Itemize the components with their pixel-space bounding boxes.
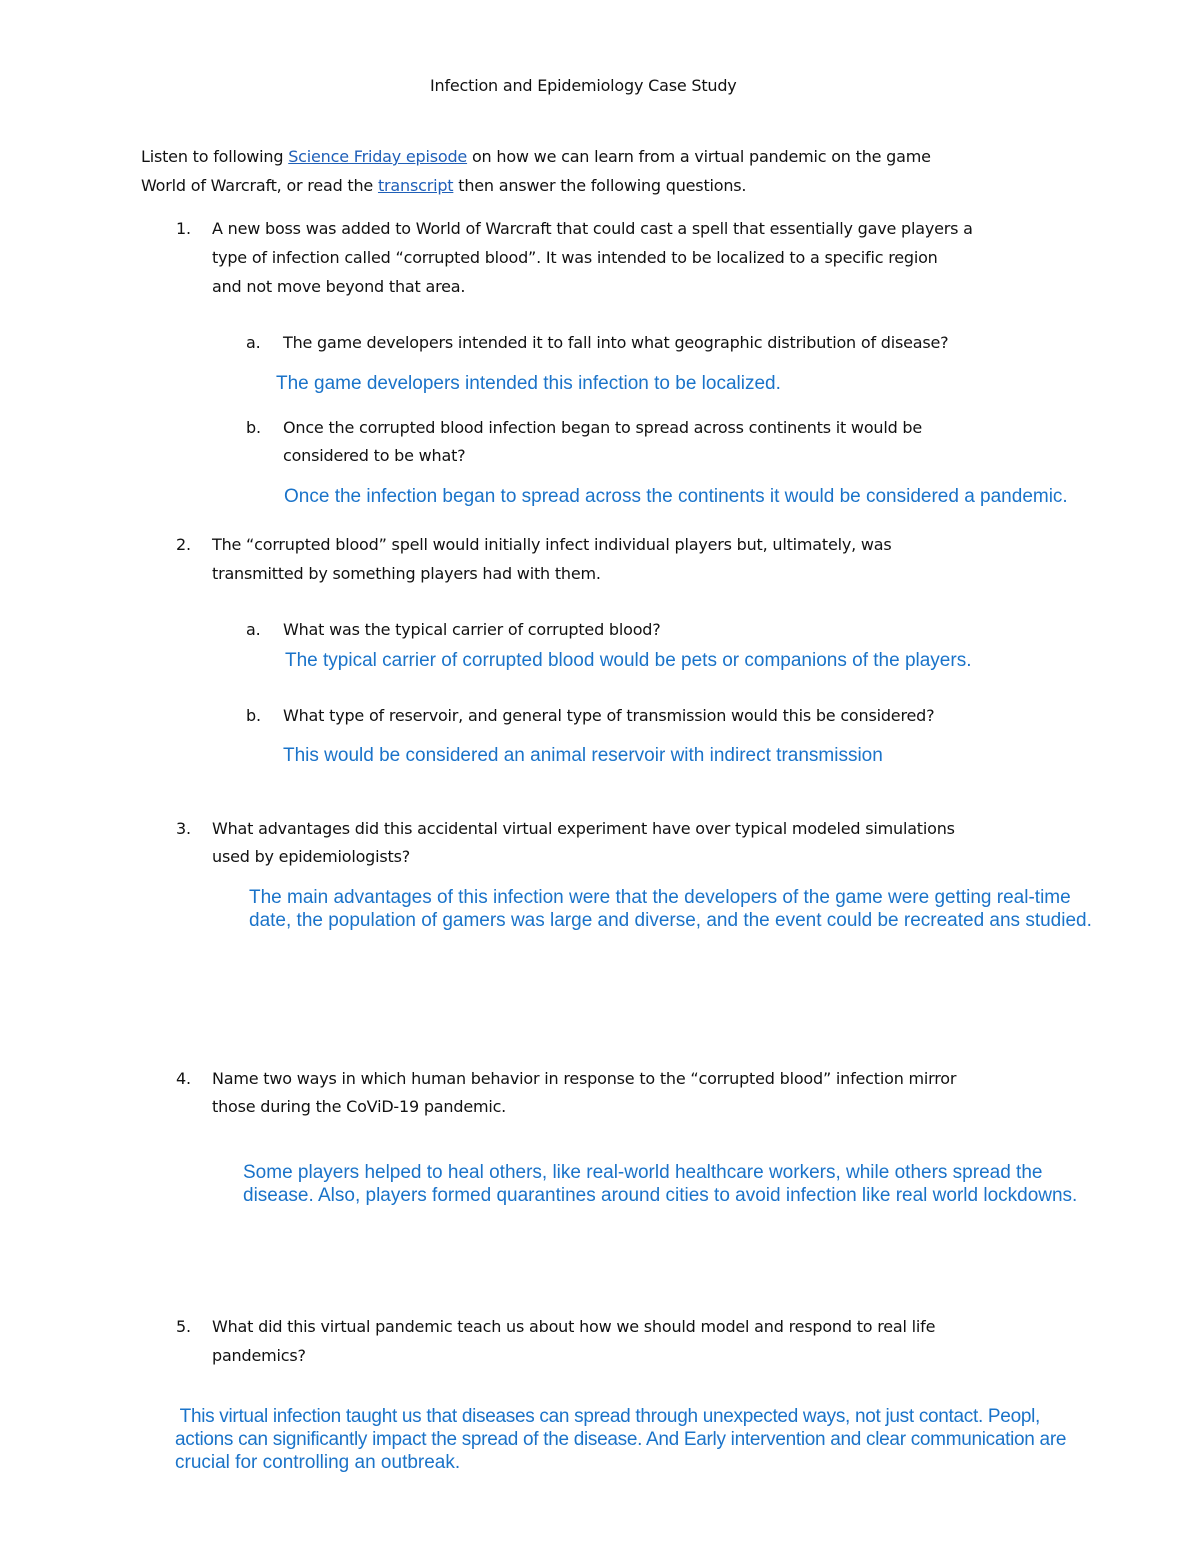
page-title: Infection and Epidemiology Case Study [430,76,737,95]
question-5-text: What did this virtual pandemic teach us about how we should model and respond to real life [212,1317,936,1336]
question-5-text: pandemics? [212,1346,306,1365]
answer-5: crucial for controlling an outbreak. [175,1452,461,1473]
question-1-text: type of infection called “corrupted blood”. It was intended to be localized to a specific region [212,248,938,267]
intro-text: Listen to following [141,147,289,166]
question-1-text: A new boss was added to World of Warcraft that could cast a spell that essentially gave players a [212,219,973,238]
answer-5: This virtual infection taught us that diseases can spread through unexpected ways, not just contact. Peopl, [175,1406,1041,1427]
answer-3: date, the population of gamers was large and diverse, and the event could be recreated ans studied. [249,910,1092,931]
question-1a-letter: a. [246,333,261,352]
question-2a-text: What was the typical carrier of corrupted blood? [283,620,661,639]
answer-2b: This would be considered an animal reservoir with indirect transmission [283,745,883,766]
question-2b-letter: b. [246,706,261,725]
answer-1b: Once the infection began to spread across the continents it would be considered a pandemic. [284,486,1068,507]
question-1b-letter: b. [246,418,261,437]
intro-text: then answer the following questions. [453,176,747,195]
answer-3: The main advantages of this infection were that the developers of the game were getting real-time [249,887,1071,908]
science-friday-link[interactable]: Science Friday episode [288,147,468,166]
intro-line-2 [141,176,746,196]
question-2-number: 2. [176,535,191,554]
question-2b-text: What type of reservoir, and general type of transmission would this be considered? [283,706,935,725]
question-1-text: and not move beyond that area. [212,277,466,296]
transcript-link[interactable]: transcript [377,176,454,195]
question-4-text: those during the CoViD-19 pandemic. [212,1097,507,1116]
intro-line-1 [141,147,931,167]
intro-text: World of Warcraft, or read the [141,176,378,195]
question-1b-text: considered to be what? [283,446,466,465]
answer-1a: The game developers intended this infection to be localized. [276,373,781,394]
question-4-text: Name two ways in which human behavior in response to the “corrupted blood” infection mirror [212,1069,957,1088]
question-4-number: 4. [176,1069,191,1088]
question-1-number: 1. [176,219,191,238]
question-3-text: used by epidemiologists? [212,847,411,866]
answer-2a: The typical carrier of corrupted blood would be pets or companions of the players. [285,650,972,671]
question-1b-text: Once the corrupted blood infection began to spread across continents it would be [283,418,923,437]
question-3-text: What advantages did this accidental virtual experiment have over typical modeled simulations [212,819,955,838]
question-2-text: transmitted by something players had with them. [212,564,601,583]
answer-4: disease. Also, players formed quarantines around cities to avoid infection like real world lockdowns. [243,1185,1078,1206]
answer-5: actions can significantly impact the spread of the disease. And Early intervention and clear communication are [175,1429,1067,1450]
intro-text: on how we can learn from a virtual pandemic on the game [467,147,931,166]
answer-4: Some players helped to heal others, like real-world healthcare workers, while others spread the [243,1162,1043,1183]
question-5-number: 5. [176,1317,191,1336]
question-2a-letter: a. [246,620,261,639]
question-1a-text: The game developers intended it to fall into what geographic distribution of disease? [283,333,949,352]
question-3-number: 3. [176,819,191,838]
question-2-text: The “corrupted blood” spell would initially infect individual players but, ultimately, was [212,535,892,554]
